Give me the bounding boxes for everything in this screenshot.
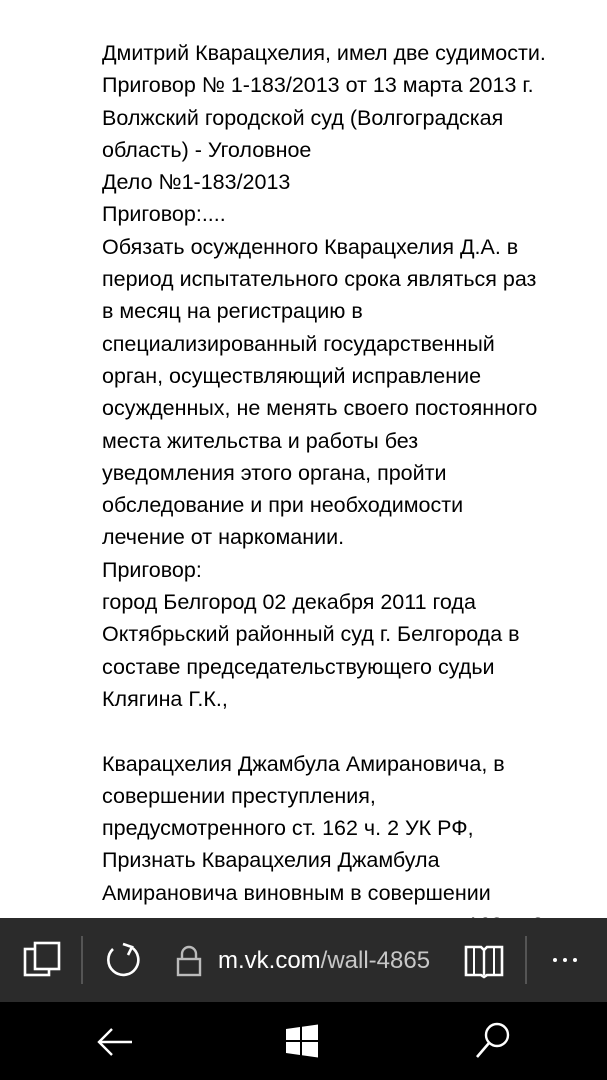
post-text-line: Дмитрий Кварацхелия, имел две судимости. <box>102 41 546 65</box>
post-text-line: специализированный государственный <box>102 331 495 356</box>
post-text-line: места жительства и работы без <box>102 428 419 453</box>
back-button[interactable] <box>95 1024 135 1060</box>
post-text-line: Октябрьский районный суд г. Белгорода в <box>102 622 520 647</box>
post-text-line: Приговор:.... <box>102 202 226 227</box>
post-text-line: обследование и при необходимости <box>102 493 464 518</box>
post-text-line: Волжский городской суд (Волгоградская <box>102 105 504 130</box>
lock-indicator <box>176 944 202 978</box>
toolbar-divider <box>81 936 83 984</box>
url-host: m.vk.com <box>218 947 321 974</box>
tabs-button[interactable] <box>22 940 62 980</box>
refresh-button[interactable] <box>101 938 145 982</box>
post-text <box>102 37 597 941</box>
post-text-line: Амирановича виновным в совершении <box>102 880 491 905</box>
more-icon <box>548 948 582 972</box>
post-text-line: осужденных, не менять своего постоянного <box>102 396 538 421</box>
windows-start-icon <box>284 1023 320 1059</box>
post-text-line: Приговор: <box>102 557 202 582</box>
post-text-line: Дело №1-183/2013 <box>102 170 291 195</box>
system-navigation-bar <box>0 1002 607 1080</box>
lock-icon <box>176 944 202 978</box>
post-text-line: уведомления этого органа, пройти <box>102 460 447 485</box>
back-icon <box>95 1024 135 1060</box>
post-text-line: период испытательного срока являться раз <box>102 267 537 292</box>
toolbar-divider <box>525 936 527 984</box>
post-text-line: Приговор № 1-183/2013 от 13 марта 2013 г. <box>102 73 534 98</box>
post-text-line: область) - Уголовное <box>102 137 312 162</box>
post-text-line: составе председательствующего судьи <box>102 654 495 679</box>
url-path: /wall-4865 <box>320 947 431 974</box>
reading-view-icon <box>463 942 505 980</box>
refresh-icon <box>101 938 145 982</box>
post-text-line: Обязать осужденного Кварацхелия Д.А. в <box>102 234 519 259</box>
address-field[interactable] <box>218 944 438 978</box>
reading-view-button[interactable] <box>463 942 505 980</box>
post-text-line: лечение от наркомании. <box>102 525 345 550</box>
post-text-line: Кварацхелия Джамбула Амирановича, в <box>102 751 505 776</box>
post-text-line: предусмотренного ст. 162 ч. 2 УК РФ, <box>102 816 474 841</box>
browser-address-bar <box>0 918 607 1002</box>
post-text-line: совершении преступления, <box>102 783 376 808</box>
post-text-line: Признать Кварацхелия Джамбула <box>102 848 440 873</box>
post-text-line: Клягина Г.К., <box>102 686 228 711</box>
search-icon <box>473 1020 513 1062</box>
tabs-icon <box>22 940 62 980</box>
post-text-line: орган, осуществляющий исправление <box>102 363 482 388</box>
post-text-line: город Белгород 02 декабря 2011 года <box>102 590 476 615</box>
more-button[interactable] <box>548 948 582 972</box>
search-button[interactable] <box>473 1020 513 1062</box>
start-button[interactable] <box>284 1023 320 1059</box>
post-text-line: в месяц на регистрацию в <box>102 299 363 324</box>
post-text-line <box>102 715 597 747</box>
